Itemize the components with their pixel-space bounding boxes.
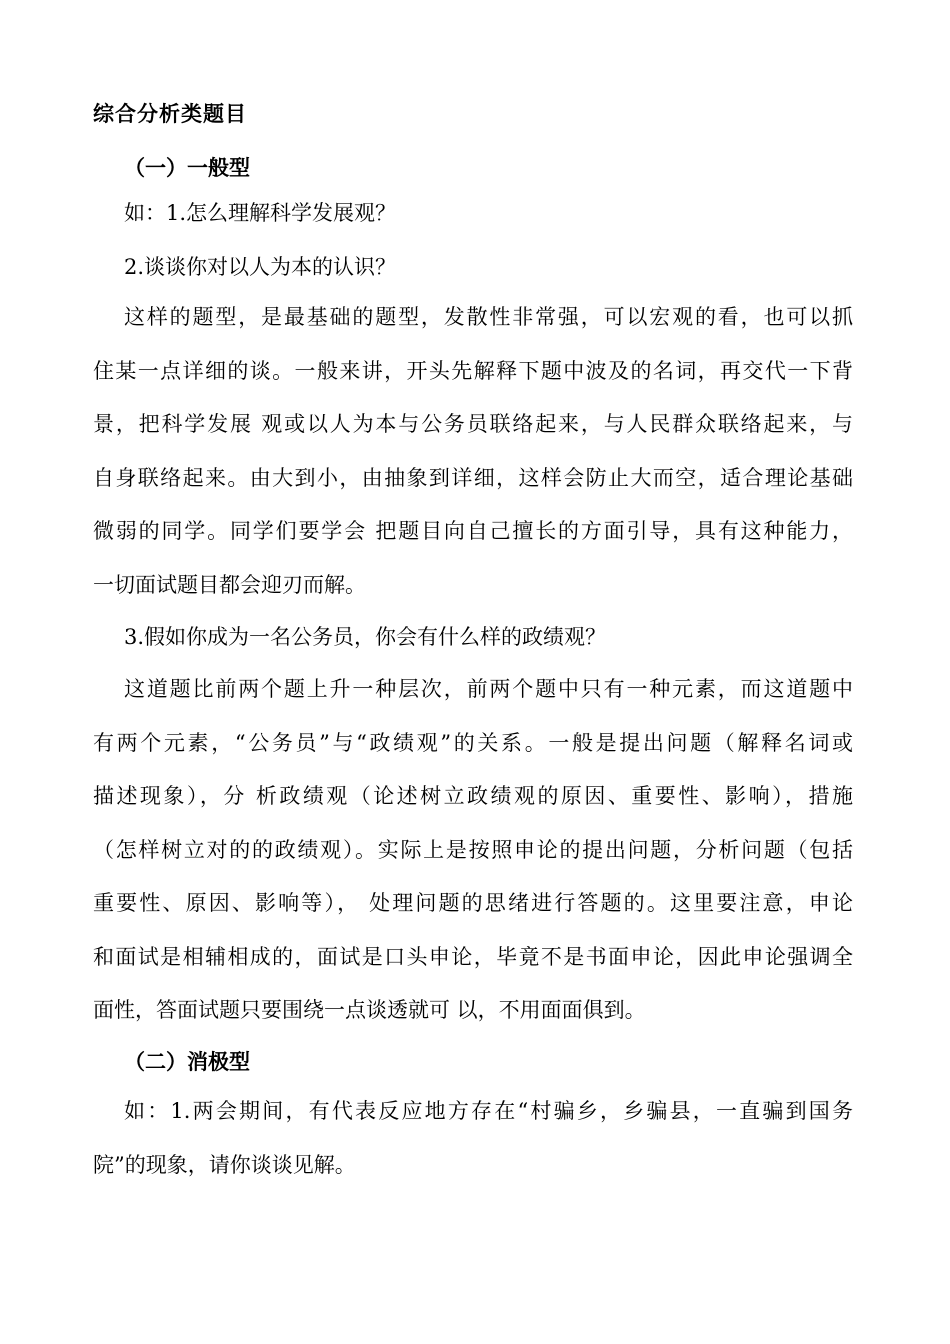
paragraph-line: 这道题比前两个题上升一种层次，前两个题中只有一种元素，而这道题中 [124,677,853,701]
question-2: 2.谈谈你对以人为本的认识？ [124,255,397,279]
question-3: 3.假如你成为一名公务员，你会有什么样的政绩观？ [124,625,607,649]
paragraph-line: 微弱的同学。同学们要学会 把题目向自己擅长的方面引导，具有这种能力， [93,519,853,543]
question-1: 如：1.怎么理解科学发展观？ [124,201,397,225]
paragraph-negative-example [93,1096,853,1203]
paragraph-line: 景，把科学发展 观或以人为本与公务员联络起来，与人民群众联络起来，与 [93,412,853,436]
paragraph-political-achievement [93,674,853,1049]
section-heading-general: （一）一般型 [124,155,250,180]
paragraph-line: （怎样树立对的的政绩观）。实际上是按照申论的提出问题，分析问题（包括 [93,837,853,862]
paragraph-line: 有两个元素，“公务员”与“政绩观”的关系。一般是提出问题（解释名词或 [93,730,853,755]
paragraph-line: 院”的现象，请你谈谈见解。 [93,1152,356,1177]
section-heading-negative: （二）消极型 [124,1049,250,1074]
paragraph-line: 和面试是相辅相成的，面试是口头申论，毕竟不是书面申论，因此申论强调全 [93,944,853,969]
paragraph-line: 描述现象），分 析政绩观（论述树立政绩观的原因、重要性、影响），措施 [93,784,853,808]
paragraph-line: 重要性、原因、影响等）， 处理问题的思绪进行答题的。这里要注意，申论 [93,891,853,915]
document-title: 综合分析类题目 [93,101,247,126]
paragraph-line: 如：1.两会期间，有代表反应地方存在“村骗乡，乡骗县，一直骗到国务 [124,1099,853,1123]
paragraph-line: 一切面试题目都会迎刃而解。 [93,572,366,597]
paragraph-general-analysis [93,302,853,623]
paragraph-line: 住某一点详细的谈。一般来讲，开头先解释下题中波及的名词，再交代一下背 [93,358,853,383]
paragraph-line: 面性，答面试题只要围绕一点谈透就可 以，不用面面俱到。 [93,998,646,1022]
paragraph-line: 自身联络起来。由大到小，由抽象到详细，这样会防止大而空，适合理论基础 [93,465,853,490]
paragraph-line: 这样的题型，是最基础的题型，发散性非常强，可以宏观的看，也可以抓 [124,305,853,329]
